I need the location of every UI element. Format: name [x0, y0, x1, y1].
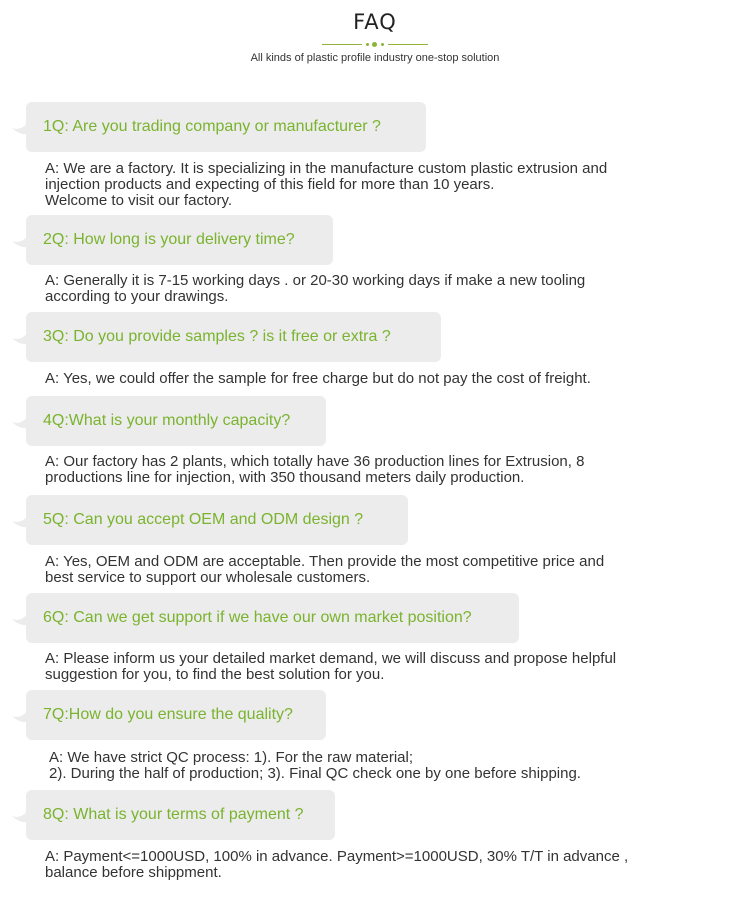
answer-text: A: Please inform us your detailed market demand, we will discuss and propose helpful suggestion for you, to find the best solution for you. — [45, 650, 617, 683]
question-text: 8Q: What is your terms of payment ? — [43, 806, 304, 823]
page-subtitle: All kinds of plastic profile industry one-stop solution — [250, 52, 500, 64]
page-title: FAQ — [353, 10, 397, 34]
question-text: 4Q:What is your monthly capacity? — [43, 412, 291, 429]
question-bubble — [26, 790, 335, 840]
answer-text: A: Payment<=1000USD, 100% in advance. Payment>=1000USD, 30% T/T in advance , balance before shippment. — [45, 848, 629, 881]
question-bubble — [26, 396, 326, 446]
answer-text: A: Yes, OEM and ODM are acceptable. Then provide the most competitive price and best service to support our wholesale customers. — [45, 553, 605, 586]
answer-text: A: Yes, we could offer the sample for free charge but do not pay the cost of freight. — [45, 370, 591, 387]
question-bubble — [26, 593, 519, 643]
question-text: 7Q:How do you ensure the quality? — [43, 706, 293, 723]
title-divider — [322, 38, 428, 52]
question-text: 3Q: Do you provide samples ? is it free or extra ? — [43, 328, 391, 345]
answer-text: A: We have strict QC process: 1). For the raw material; 2). During the half of production; 3). Final QC check one by one before shipping. — [49, 749, 581, 782]
question-text: 6Q: Can we get support if we have our own market position? — [43, 609, 472, 626]
question-bubble — [26, 312, 441, 362]
answer-text: A: We are a factory. It is specializing in the manufacture custom plastic extrusion and injection products and expecting of this field for more than 10 years. Welcome to visit our factory. — [45, 160, 608, 209]
answer-text: A: Our factory has 2 plants, which totally have 36 production lines for Extrusion, 8 productions line for injection, with 350 thousand meters daily production. — [45, 453, 585, 486]
question-text: 2Q: How long is your delivery time? — [43, 231, 295, 248]
question-bubble — [26, 495, 408, 545]
question-bubble — [26, 215, 333, 265]
question-text: 5Q: Can you accept OEM and ODM design ? — [43, 511, 364, 528]
question-bubble — [26, 102, 426, 152]
question-bubble — [26, 690, 326, 740]
question-text: 1Q: Are you trading company or manufacturer ? — [43, 118, 381, 135]
answer-text: A: Generally it is 7-15 working days . or 20-30 working days if make a new tooling according to your drawings. — [45, 272, 586, 305]
